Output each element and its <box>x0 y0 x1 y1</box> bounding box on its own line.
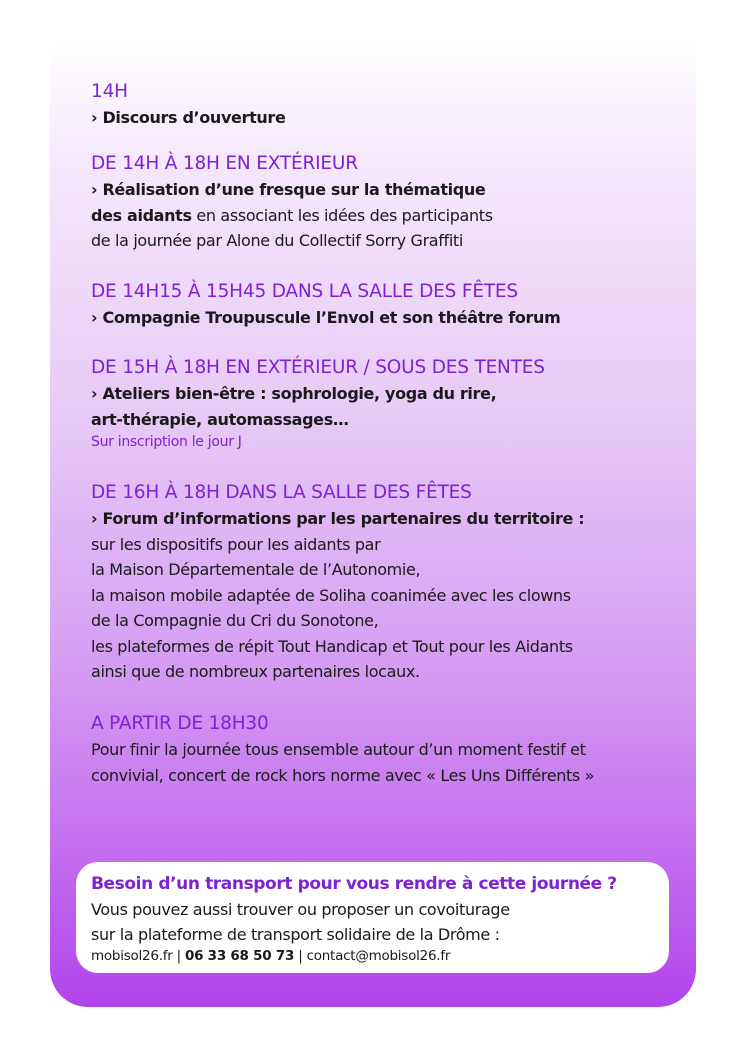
schedule-highlight: art-thérapie, automassages… <box>91 409 349 429</box>
schedule-text: convivial, concert de rock hors norme avec « Les Uns Différents » <box>91 765 595 785</box>
schedule-time: 14H <box>91 81 128 102</box>
schedule-time: DE 14H15 À 15H45 DANS LA SALLE DES FÊTES <box>91 281 518 302</box>
schedule-item-ateliers <box>91 356 545 452</box>
schedule-time: DE 16H À 18H DANS LA SALLE DES FÊTES <box>91 482 472 503</box>
schedule-highlight: › Discours d’ouverture <box>91 108 286 127</box>
transport-description: Vous pouvez aussi trouver ou proposer un covoiturage sur la plateforme de transport solidaire de la Drôme : <box>91 900 510 944</box>
schedule-time: A PARTIR DE 18H30 <box>91 713 269 734</box>
website-link[interactable]: mobisol26.fr <box>91 948 173 964</box>
schedule-text: sur les dispositifs pour les aidants par <box>91 534 381 554</box>
transport-title: Besoin d’un transport pour vous rendre à cette journée ? <box>91 874 617 894</box>
phone-number[interactable]: 06 33 68 50 73 <box>184 948 295 964</box>
schedule-text: ainsi que de nombreux partenaires locaux. <box>91 662 420 681</box>
schedule-text: en associant les idées des participants <box>191 205 493 225</box>
schedule-text: de la journée par Alone du Collectif Sorry Graffiti <box>91 231 463 250</box>
schedule-highlight: › Forum d’informations par les partenaires du territoire : <box>91 509 585 528</box>
separator: | <box>172 948 185 964</box>
separator: | <box>294 948 307 964</box>
schedule-item-theatre <box>91 280 560 331</box>
schedule-item-forum <box>91 481 584 685</box>
schedule-text: la Maison Départementale de l’Autonomie, <box>91 560 421 579</box>
schedule-highlight: des aidants <box>91 205 192 225</box>
schedule-text: la maison mobile adaptée de Soliha coanimée avec les clowns <box>91 585 571 605</box>
email-link[interactable]: contact@mobisol26.fr <box>306 948 451 964</box>
schedule-text: de la Compagnie du Cri du Sonotone, <box>91 611 379 630</box>
schedule-time: DE 14H À 18H EN EXTÉRIEUR <box>91 153 358 174</box>
schedule-item-concert <box>91 712 594 788</box>
schedule-highlight: › Réalisation d’une fresque sur la thématique <box>91 180 486 199</box>
schedule-item-opening <box>91 80 285 131</box>
transport-info-box <box>76 862 669 973</box>
schedule-text: les plateformes de répit Tout Handicap et Tout pour les Aidants <box>91 636 573 656</box>
transport-contact <box>91 946 450 966</box>
schedule-text: Pour finir la journée tous ensemble autour d’un moment festif et <box>91 740 586 759</box>
schedule-highlight: › Ateliers bien-être : sophrologie, yoga du rire, <box>91 384 497 403</box>
schedule-highlight: › Compagnie Troupuscule l’Envol et son théâtre forum <box>91 308 561 327</box>
registration-note: Sur inscription le jour J <box>91 434 242 450</box>
schedule-time: DE 15H À 18H EN EXTÉRIEUR / SOUS DES TENTES <box>91 357 545 378</box>
schedule-item-fresque <box>91 152 493 254</box>
